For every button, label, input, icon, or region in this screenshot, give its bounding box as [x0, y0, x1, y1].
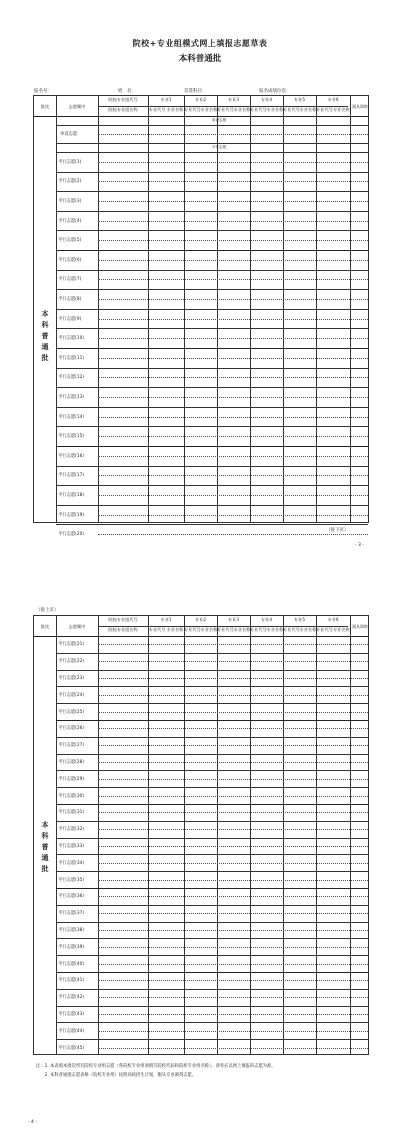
form-subtitle: 本科普通批 [178, 54, 222, 64]
header-major-name: 专业名称 [200, 107, 217, 112]
header-major-5: 专业5 [293, 617, 306, 622]
row-label: 平行志愿(40) [58, 961, 85, 967]
header-major-2: 专业2 [194, 617, 207, 622]
header-major-2: 专业2 [194, 97, 207, 102]
section-label-single: 单设志愿 [211, 118, 227, 122]
row-label: 平行志愿(27) [58, 743, 85, 749]
row-dotted-line [98, 812, 368, 813]
row-line [56, 1039, 368, 1040]
header-major-3: 专业3 [227, 97, 240, 102]
row-line [56, 1006, 368, 1007]
row-dotted-line [98, 930, 368, 931]
page-2 [0, 575, 400, 1131]
row-label: 平行志愿(22) [58, 659, 85, 665]
row-dotted-line [98, 456, 368, 457]
row-line [56, 466, 368, 467]
row-label: 平行志愿(24) [58, 692, 85, 698]
batch-char: 科 [41, 832, 49, 840]
row-dotted-line [98, 896, 368, 897]
row-line [56, 804, 368, 805]
header-major-name: 专业名称 [266, 627, 283, 632]
row-label: 平行志愿(15) [58, 434, 85, 440]
row-dotted-line [98, 829, 368, 830]
row-label: 平行志愿(21) [58, 642, 85, 648]
row-line [56, 426, 368, 427]
row-label: 平行志愿(14) [58, 414, 85, 420]
row-line [56, 871, 368, 872]
header-major-name: 专业名称 [333, 107, 350, 112]
row-dotted-line [98, 863, 368, 864]
volunteer-table-2 [33, 615, 369, 1055]
row-line [56, 250, 368, 251]
header-volunteer-order: 志愿顺序 [68, 103, 86, 109]
header-major-name: 专业名称 [299, 107, 316, 112]
row-line [56, 670, 368, 671]
header-major-code: 专业代号 [250, 627, 267, 632]
row-label: 平行志愿(17) [58, 473, 85, 479]
header-major-name: 专业名称 [200, 627, 217, 632]
batch-char: 批 [41, 353, 49, 362]
row-dotted-line [98, 162, 368, 163]
row-line [56, 821, 368, 822]
row-label: 平行志愿(13) [58, 395, 85, 400]
single-volunteer-label: 单设志愿 [60, 132, 78, 137]
row-dotted-line [98, 913, 368, 914]
row-dotted-line [98, 880, 368, 881]
row-dotted-line [98, 436, 368, 437]
row-dotted-line [98, 1031, 368, 1032]
header-major-5: 专业5 [293, 97, 306, 102]
row-line [56, 368, 368, 369]
row-dotted-line [98, 980, 368, 981]
header-major-code: 专业代号 [184, 107, 201, 112]
row-dotted-line [98, 475, 368, 476]
row-label: 平行志愿(3) [58, 199, 82, 204]
header-major-name: 专业名称 [233, 107, 250, 112]
row-dotted-line [98, 534, 368, 535]
row-label: 平行志愿(26) [58, 726, 85, 732]
header-major-1: 专业1 [160, 97, 172, 102]
row-dotted-line [98, 779, 368, 780]
header-major-name: 专业名称 [166, 107, 184, 112]
row-dotted-line [98, 377, 368, 378]
row-line [56, 1022, 368, 1023]
row-label: 平行志愿(43) [58, 1012, 85, 1017]
header-volunteer-order: 志愿顺序 [68, 623, 86, 629]
row-label: 平行志愿(19) [58, 512, 85, 518]
row-label: 平行志愿(4) [58, 218, 82, 224]
header-school-code: 院校专业组代号 [108, 617, 138, 622]
batch-char: 通 [41, 342, 49, 351]
note-1: 注：1. 本表填本批次所有院校专业组志愿（各院校专业组须填写院校代码和院校专业组名称）。请务必以网上填报的志愿为准。 [36, 1064, 276, 1069]
row-line [56, 211, 368, 212]
row-line [56, 348, 368, 349]
row-dotted-line [98, 695, 368, 696]
row-label: 平行志愿(6) [58, 257, 82, 263]
row-line [56, 972, 368, 973]
row-label: 平行志愿(8) [58, 297, 82, 302]
row-line [56, 230, 368, 231]
row-label: 平行志愿(31) [58, 810, 85, 816]
row-label: 平行志愿(12) [58, 375, 85, 381]
row-dotted-line [98, 728, 368, 729]
note-2: 2. 本科普通批志愿表格（院校专业组）按照高校招生计划，服从专业调剂志愿。 [36, 1073, 197, 1078]
row-line [56, 922, 368, 923]
row-line [56, 446, 368, 447]
row-dotted-line [98, 319, 368, 320]
row-label: 平行志愿(25) [58, 709, 85, 715]
continued-note: （接上页） [36, 608, 59, 613]
header-major-name: 专业名称 [333, 627, 350, 632]
row-dotted-line [98, 1014, 368, 1015]
header-major-1: 专业1 [160, 617, 172, 622]
row-line [56, 888, 368, 889]
row-dotted-line [98, 338, 368, 339]
row-dotted-line [98, 358, 368, 359]
row-label: 平行志愿(34) [58, 860, 85, 866]
header-batch: 批次 [40, 623, 50, 629]
row-label: 平行志愿(20) [58, 532, 85, 538]
row-line [56, 270, 368, 271]
row-line [56, 191, 368, 192]
header-major-name: 专业名称 [233, 627, 250, 632]
row-dotted-line [98, 397, 368, 398]
row-line [56, 955, 368, 956]
row-line [56, 938, 368, 939]
row-dotted-line [98, 181, 368, 182]
row-dotted-line [98, 947, 368, 948]
row-label: 平行志愿(18) [58, 493, 85, 498]
row-label: 平行志愿(37) [58, 911, 85, 917]
header-school-code: 院校专业组代号 [108, 97, 138, 102]
row-dotted-line [98, 745, 368, 746]
form-title: 院校+专业组模式网上填报志愿草表 [132, 39, 268, 48]
row-label: 平行志愿(1) [58, 159, 82, 165]
row-line [56, 387, 368, 388]
header-major-6: 专业6 [327, 97, 339, 102]
header-batch: 批次 [40, 103, 50, 109]
subject-label: 首选科目： [184, 89, 207, 94]
header-bottom-line [34, 116, 368, 117]
header-major-3: 专业3 [227, 617, 240, 622]
row-line [56, 653, 368, 654]
row-label: 平行志愿(32) [58, 827, 85, 833]
row-line [56, 505, 368, 506]
batch-char: 通 [41, 854, 49, 862]
row-label: 平行志愿(35) [58, 877, 85, 883]
page-number-4: - 4 - [28, 1120, 37, 1125]
row-line [56, 172, 368, 173]
row-line [56, 989, 368, 990]
row-label: 平行志愿(42) [58, 995, 85, 1001]
page-1 [0, 0, 400, 560]
batch-char: 普 [41, 331, 49, 340]
row-label: 平行志愿(41) [58, 978, 85, 984]
row-dotted-line [98, 964, 368, 965]
section-label-parallel: 平行志愿 [211, 145, 227, 149]
header-major-code: 专业代号 [316, 107, 333, 112]
row-label: 平行志愿(45) [58, 1045, 85, 1051]
row-line [56, 309, 368, 310]
row-line [56, 838, 368, 839]
row-label: 平行志愿(2) [58, 179, 82, 185]
rank-label: 报名成绩位次： [259, 89, 291, 94]
row-dotted-line [98, 417, 368, 418]
header-adjust: 服从调剂 [352, 103, 368, 109]
batch-char: 科 [41, 320, 49, 329]
row-dotted-line [98, 1048, 368, 1049]
row-line [56, 407, 368, 408]
row-dotted-line [98, 279, 368, 280]
header-bottom-line [34, 636, 368, 637]
row-dotted-line [98, 201, 368, 202]
row-label: 平行志愿(29) [58, 776, 85, 782]
header-major-name: 专业名称 [166, 627, 184, 632]
row-dotted-line [98, 134, 368, 135]
header-major-4: 专业4 [260, 97, 273, 102]
row-dotted-line [98, 796, 368, 797]
row-line [56, 703, 368, 704]
header-major-code: 专业代号 [250, 107, 267, 112]
row-label: 平行志愿(36) [58, 894, 85, 900]
row-line [56, 485, 368, 486]
row-dotted-line [98, 846, 368, 847]
row-label: 平行志愿(7) [58, 277, 82, 283]
section-line [56, 152, 368, 153]
row-line [56, 524, 368, 525]
header-major-code: 专业代号 [283, 627, 300, 632]
row-line [56, 905, 368, 906]
section-line [56, 125, 368, 126]
batch-char: 本 [41, 309, 49, 318]
header-major-code: 专业代号 [217, 107, 234, 112]
row-line [56, 737, 368, 738]
row-line [56, 754, 368, 755]
row-dotted-line [98, 678, 368, 679]
section-line [56, 143, 368, 144]
row-label: 平行志愿(9) [58, 316, 82, 322]
row-label: 平行志愿(11) [58, 355, 85, 361]
row-dotted-line [98, 240, 368, 241]
header-adjust: 服从调剂 [352, 623, 368, 629]
row-label: 平行志愿(28) [58, 760, 85, 765]
row-label: 平行志愿(30) [58, 793, 85, 799]
batch-char: 批 [41, 865, 49, 873]
continue-note: （接下页） [326, 528, 349, 533]
header-major-name: 专业名称 [266, 107, 283, 112]
row-line [56, 686, 368, 687]
row-dotted-line [98, 495, 368, 496]
row-line [56, 770, 368, 771]
row-dotted-line [98, 299, 368, 300]
row-label: 平行志愿(16) [58, 453, 85, 459]
row-label: 平行志愿(10) [58, 336, 85, 342]
row-label: 平行志愿(44) [58, 1028, 85, 1034]
header-major-code: 专业代号 [316, 627, 333, 632]
row-line [56, 328, 368, 329]
exam-no-label: 报名号： [34, 89, 52, 94]
row-dotted-line [98, 661, 368, 662]
row-label: 平行志愿(39) [58, 944, 85, 950]
row-label: 平行志愿(38) [58, 928, 85, 933]
header-major-code: 专业代号 [283, 107, 300, 112]
row-label: 平行志愿(33) [58, 844, 85, 849]
page-number-3: - 3 - [355, 543, 364, 548]
header-school-name: 院校专业组名称 [108, 107, 138, 112]
row-dotted-line [98, 221, 368, 222]
row-label: 平行志愿(5) [58, 238, 82, 244]
row-label: 平行志愿(23) [58, 676, 85, 681]
name-label: 姓 名： [118, 89, 136, 94]
header-major-4: 专业4 [260, 617, 273, 622]
row-dotted-line [98, 997, 368, 998]
header-school-name: 院校专业组名称 [108, 627, 138, 632]
row-line [56, 720, 368, 721]
header-major-6: 专业6 [327, 617, 339, 622]
row-line [56, 787, 368, 788]
batch-char: 普 [41, 843, 49, 851]
header-major-name: 专业名称 [299, 627, 316, 632]
row-dotted-line [98, 644, 368, 645]
row-line [56, 289, 368, 290]
header-major-code: 专业代号 [148, 107, 166, 112]
row-dotted-line [98, 712, 368, 713]
header-major-code: 专业代号 [184, 627, 201, 632]
row-line [56, 854, 368, 855]
row-dotted-line [98, 260, 368, 261]
row-dotted-line [98, 762, 368, 763]
header-major-code: 专业代号 [217, 627, 234, 632]
row-dotted-line [98, 515, 368, 516]
header-major-code: 专业代号 [148, 627, 166, 632]
batch-char: 本 [41, 821, 49, 829]
